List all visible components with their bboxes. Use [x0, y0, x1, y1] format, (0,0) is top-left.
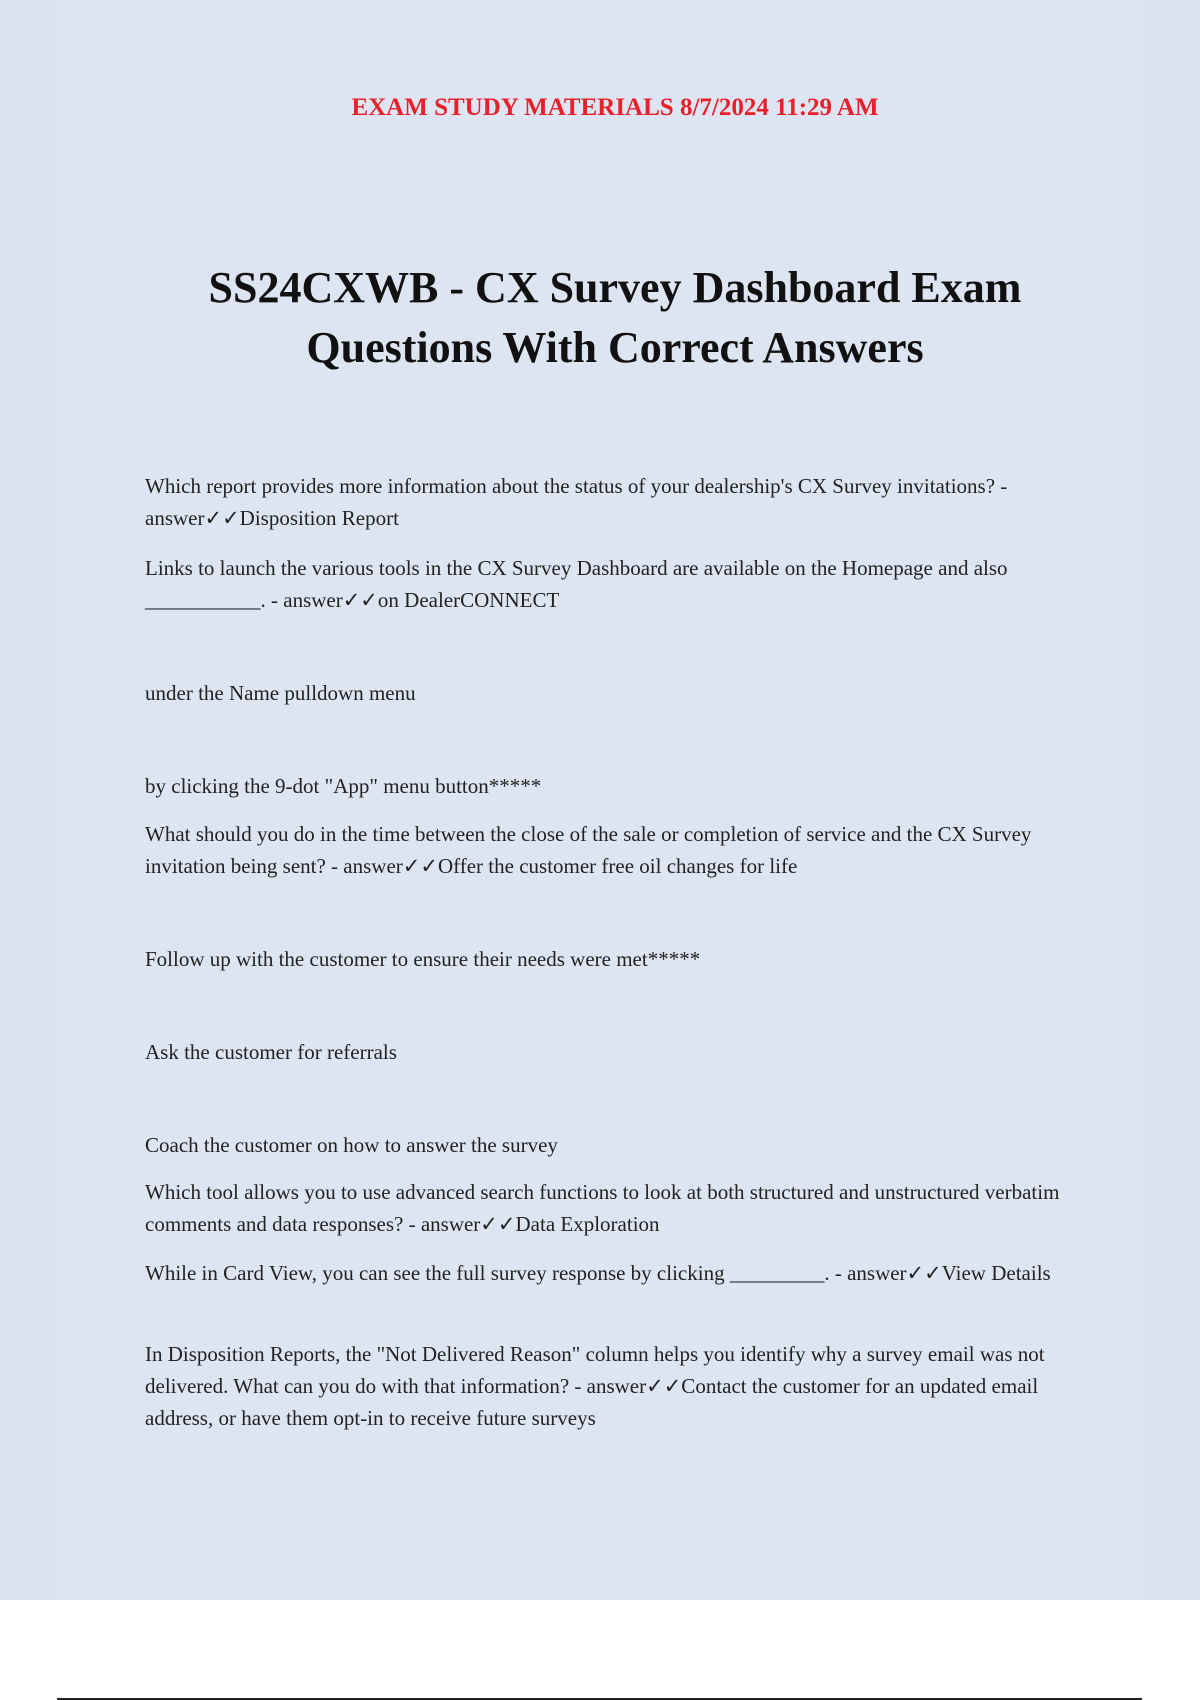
qa-paragraph: under the Name pulldown menu [145, 681, 416, 705]
qa-paragraph: In Disposition Reports, the "Not Delivered Reason" column helps you identify why a survey email was not delivered. What can you do with that information? - answer✓✓Contact the customer for an updated email address, or have them opt-in to receive future surveys [145, 1342, 1045, 1430]
exam-header-label: EXAM STUDY MATERIALS 8/7/2024 11:29 AM [351, 94, 879, 121]
qa-paragraph: Follow up with the customer to ensure their needs were met***** [145, 947, 701, 971]
qa-paragraph: Links to launch the various tools in the CX Survey Dashboard are available on the Homepage and also ___________. - answer✓✓on DealerCONNECT [145, 556, 1008, 612]
qa-paragraph: Ask the customer for referrals [145, 1040, 397, 1064]
qa-paragraph: Coach the customer on how to answer the survey [145, 1133, 558, 1157]
document-title: SS24CXWB - CX Survey Dashboard Exam Questions With Correct Answers [208, 263, 1022, 372]
qa-paragraph: While in Card View, you can see the full survey response by clicking _________. - answer✓✓View Details [145, 1261, 1051, 1285]
qa-paragraph: What should you do in the time between the close of the sale or completion of service and the CX Survey invitation being sent? - answer✓✓Offer the customer free oil changes for life [145, 822, 1032, 878]
qa-paragraph: by clicking the 9-dot "App" menu button***** [145, 774, 542, 798]
qa-paragraph: Which tool allows you to use advanced search functions to look at both structured and unstructured verbatim comments and data responses? - answer✓✓Data Exploration [145, 1180, 1060, 1236]
qa-paragraph: Which report provides more information about the status of your dealership's CX Survey invitations? - answer✓✓Disposition Report [145, 474, 1008, 530]
